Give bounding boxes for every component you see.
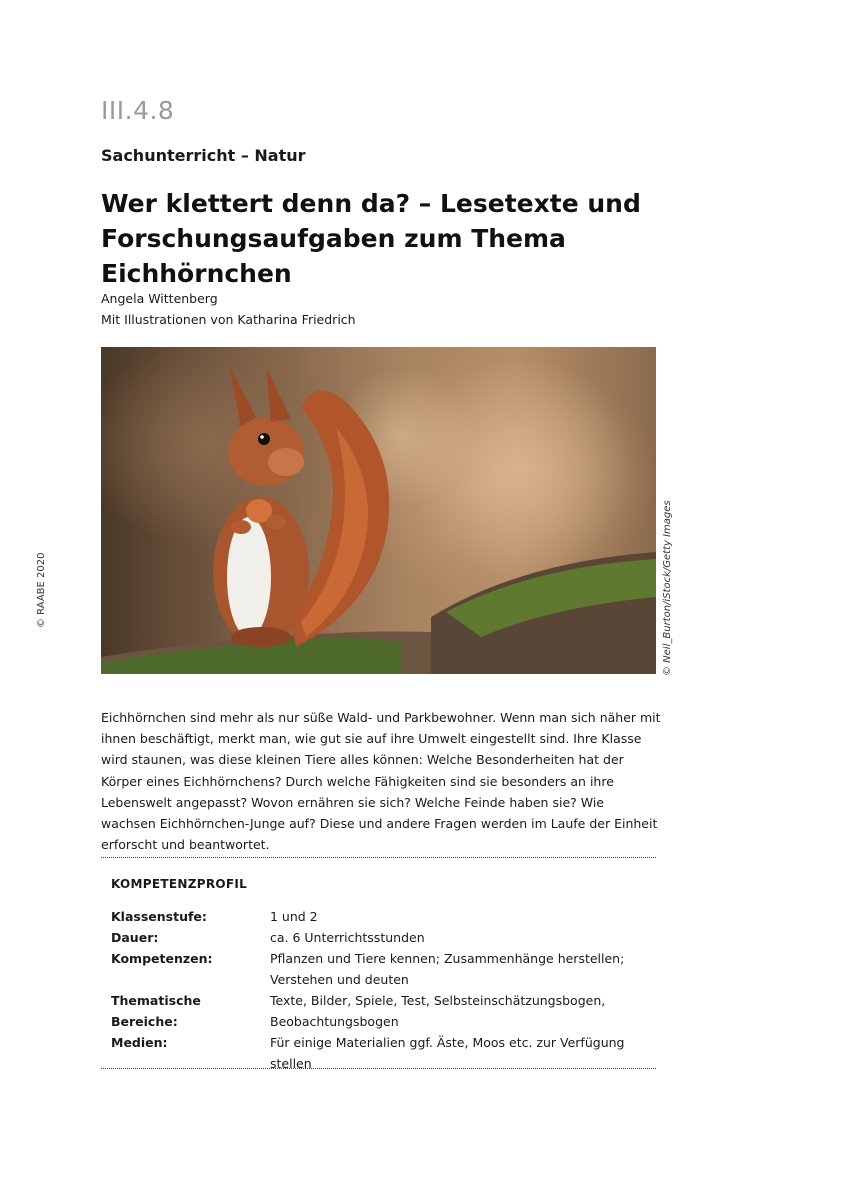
competence-profile-heading: KOMPETENZPROFIL bbox=[111, 877, 248, 891]
profile-value: Pflanzen und Tiere kennen; Zusammenhänge herstellen; Verstehen und deuten bbox=[270, 951, 625, 987]
profile-label: Klassenstufe: bbox=[111, 909, 207, 924]
profile-value: ca. 6 Unterrichtsstunden bbox=[270, 930, 425, 945]
profile-label: Dauer: bbox=[111, 930, 159, 945]
profile-label: Medien: bbox=[111, 1035, 168, 1050]
squirrel-photo bbox=[101, 347, 656, 674]
illustrator-credit: Mit Illustrationen von Katharina Friedrich bbox=[101, 312, 356, 327]
profile-value: Texte, Bilder, Spiele, Test, Selbsteinschätzungsbogen, Beobachtungsbogen bbox=[270, 993, 606, 1029]
section-code: III.4.8 bbox=[101, 96, 175, 125]
profile-row bbox=[111, 948, 651, 990]
subject-heading: Sachunterricht – Natur bbox=[101, 146, 306, 165]
competence-profile-table bbox=[111, 906, 651, 1074]
profile-label: Thematische Bereiche: bbox=[111, 993, 201, 1029]
profile-row bbox=[111, 906, 651, 927]
author-name: Angela Wittenberg bbox=[101, 291, 218, 306]
profile-label: Kompetenzen: bbox=[111, 951, 213, 966]
top-dotted-divider bbox=[101, 857, 656, 858]
author-block bbox=[101, 288, 356, 330]
profile-row bbox=[111, 990, 651, 1032]
profile-row bbox=[111, 927, 651, 948]
intro-paragraph: Eichhörnchen sind mehr als nur süße Wald- und Parkbewohner. Wenn man sich näher mit ihnen beschäftigt, merkt man, wie gut sie auf ihre Umwelt eingestellt sind. Ihre Klasse wird staunen, was diese kleinen Tiere alles können: Welche Besonderheiten hat der Körper eines Eichhörnchens? Durch welche Fähigkeiten sind sie besonders an ihre Lebenswelt angepasst? Wovon ernähren sie sich? Welche Feinde haben sie? Wie wachsen Eichhörnchen-Junge auf? Diese und andere Fragen werden im Laufe der Einheit erforscht und beantwortet. bbox=[101, 710, 661, 853]
profile-value: Für einige Materialien ggf. Äste, Moos etc. zur Verfügung stellen bbox=[270, 1035, 625, 1071]
photo-credit: © Neil_Burton/iStock/Getty Images bbox=[662, 500, 673, 676]
bottom-dotted-divider bbox=[101, 1068, 656, 1069]
squirrel-illustration bbox=[101, 347, 656, 674]
profile-value: 1 und 2 bbox=[270, 909, 318, 924]
copyright-notice: © RAABE 2020 bbox=[36, 552, 47, 628]
page-title: Wer klettert denn da? – Lesetexte und Forschungsaufgaben zum Thema Eichhörnchen bbox=[101, 189, 641, 288]
